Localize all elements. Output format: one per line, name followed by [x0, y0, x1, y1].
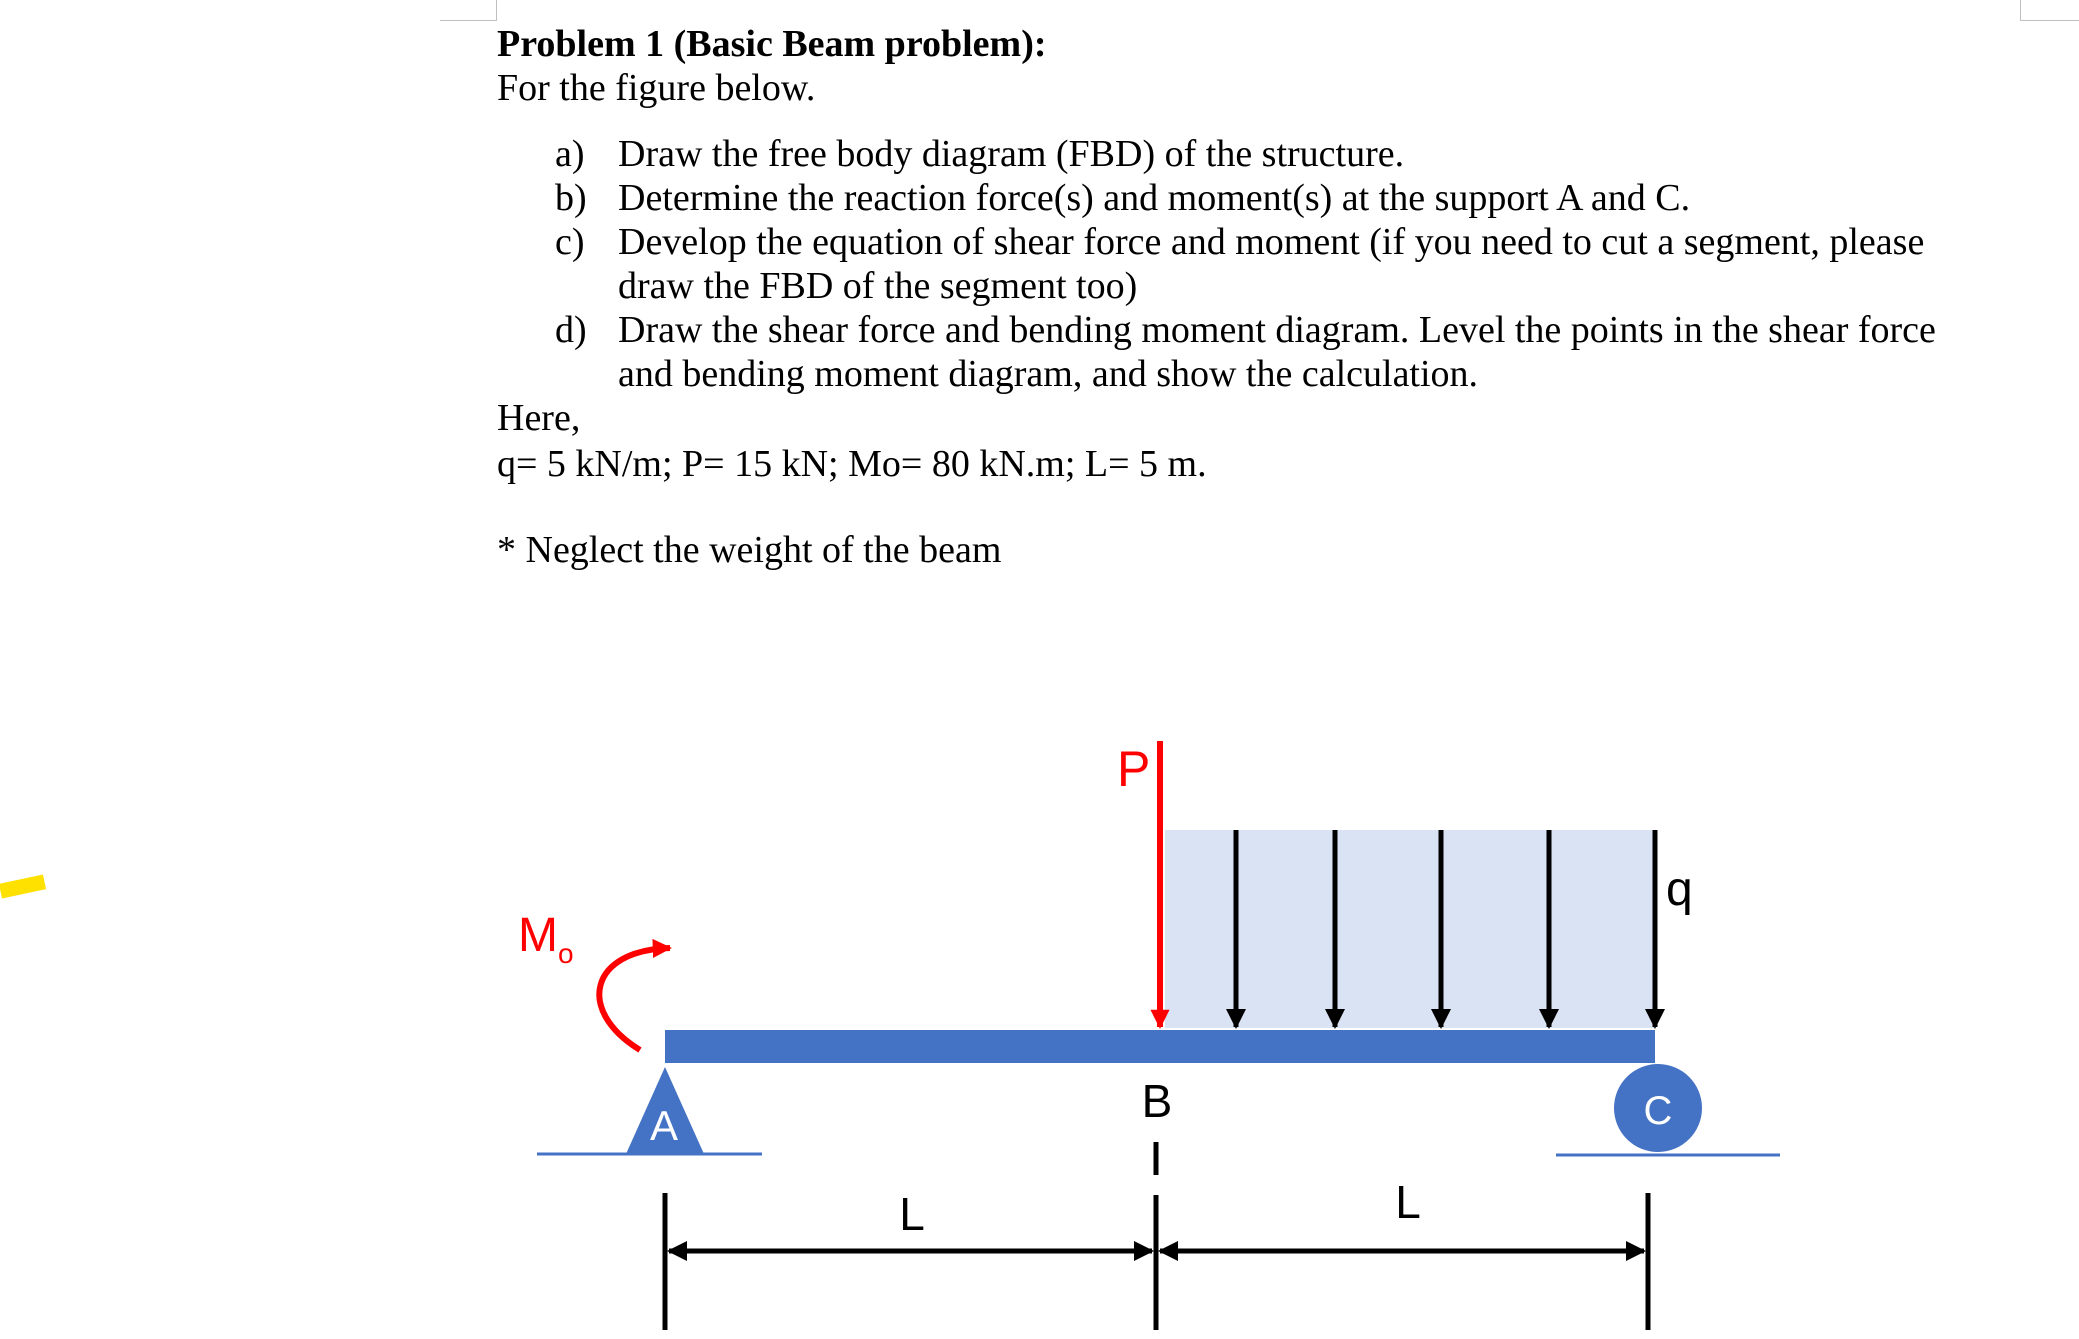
moment-arrow [599, 948, 670, 1050]
point-b-label: B [1141, 1075, 1173, 1127]
task-text: Draw the free body diagram (FBD) of the structure. [618, 133, 1405, 175]
task-marker: d) [555, 309, 587, 351]
task-text: Draw the shear force and bending moment diagram. Level the points in the shear force and bending moment diagram, and show the calculation. [618, 309, 1936, 395]
moment-subscript-text: o [557, 938, 574, 969]
point-load-label: P [1117, 741, 1151, 797]
moment-label [518, 909, 574, 969]
task-text: Determine the reaction force(s) and moment(s) at the support A and C. [618, 177, 1691, 219]
problem-title: Problem 1 (Basic Beam problem): [497, 23, 1047, 65]
parameters-line: q= 5 kN/m; P= 15 kN; Mo= 80 kN.m; L= 5 m. [497, 443, 1207, 485]
support-a-label: A [649, 1102, 679, 1149]
moment-main-text: M [518, 909, 558, 962]
distributed-load-label: q [1666, 863, 1693, 916]
span-left-label: L [899, 1188, 925, 1240]
problem-intro: For the figure below. [497, 67, 816, 109]
task-marker: a) [555, 133, 585, 175]
span-right-label: L [1395, 1176, 1421, 1228]
support-c-label: C [1643, 1089, 1673, 1133]
task-marker: c) [555, 221, 585, 263]
task-marker: b) [555, 177, 587, 219]
dimension-lines [665, 1142, 1648, 1330]
task-text: Develop the equation of shear force and moment (if you need to cut a segment, please draw the FBD of the segment too) [618, 221, 1925, 307]
weight-note: * Neglect the weight of the beam [497, 529, 1002, 571]
here-label: Here, [497, 397, 581, 439]
beam [665, 1030, 1655, 1063]
